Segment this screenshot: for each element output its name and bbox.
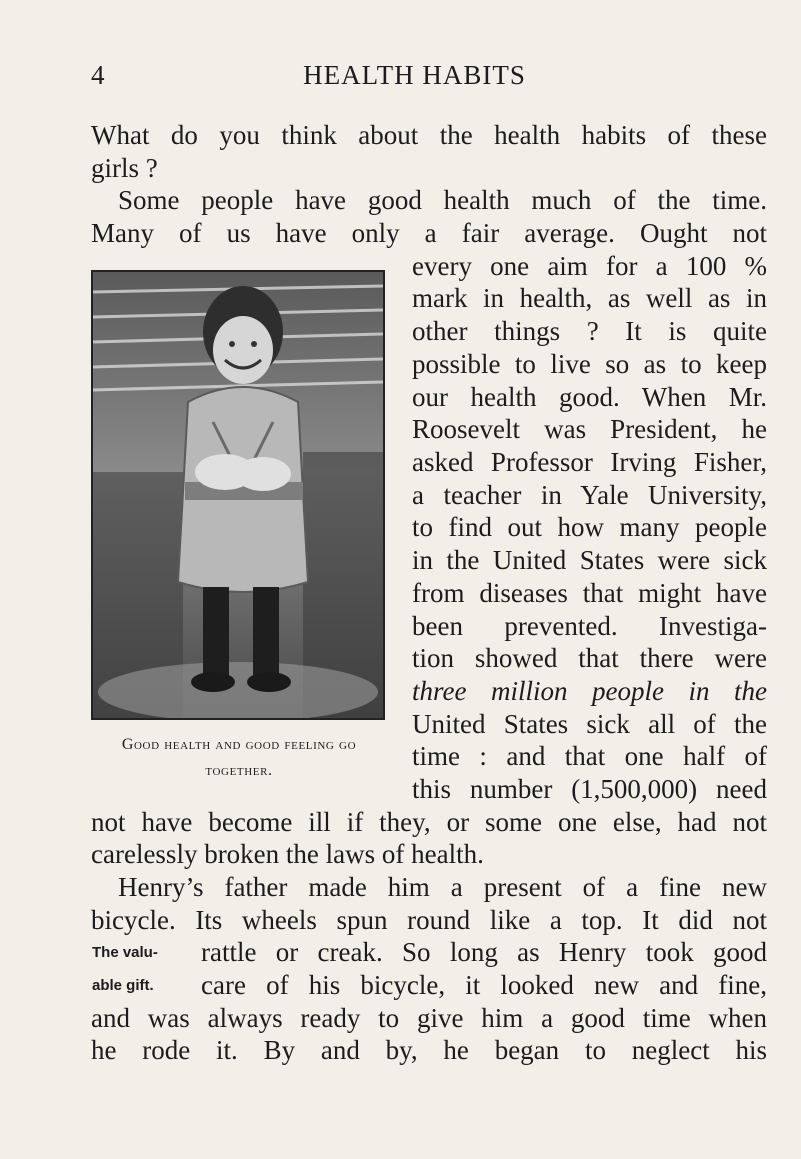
body-line: he rode it. By and by, he began to neglect his	[91, 1035, 767, 1065]
body-line: United States sick all of the	[412, 709, 767, 739]
page-header	[0, 60, 801, 94]
body-line: in the United States were sick	[412, 545, 767, 575]
body-line: Henry’s father made him a present of a fine new	[118, 872, 767, 902]
body-line: our health good. When Mr.	[412, 382, 767, 412]
body-line: mark in health, as well as in	[412, 283, 767, 313]
body-line: care of his bicycle, it looked new and fine,	[201, 970, 767, 1000]
body-line: bicycle. Its wheels spun round like a top. It did not	[91, 905, 767, 935]
body-line: to find out how many people	[412, 512, 767, 542]
body-line: What do you think about the health habits of these	[91, 120, 767, 150]
body-line: possible to live so as to keep	[412, 349, 767, 379]
emphasis-three-million: three million people in the	[412, 676, 767, 706]
margin-note: The valu- able gift.	[92, 944, 158, 994]
body-line: girls ?	[91, 153, 158, 183]
body-line-emphasis	[412, 673, 767, 709]
body-line: Roosevelt was President, he	[412, 414, 767, 444]
body-line: this number (1,500,000) need	[412, 774, 767, 804]
body-line: other things ? It is quite	[412, 316, 767, 346]
photograph-of-smiling-child	[91, 270, 385, 720]
body-line: time : and that one half of	[412, 741, 767, 771]
page-number: 4	[91, 60, 105, 90]
body-line: tion showed that there were	[412, 643, 767, 673]
body-line: every one aim for a 100 %	[412, 251, 767, 281]
body-line: Many of us have only a fair average. Ought not	[91, 218, 767, 248]
photo-illustration	[93, 272, 383, 718]
running-head: HEALTH HABITS	[303, 60, 526, 90]
body-line: a teacher in Yale University,	[412, 480, 767, 510]
body-line: asked Professor Irving Fisher,	[412, 447, 767, 477]
body-line: Some people have good health much of the time.	[118, 185, 767, 215]
body-line: and was always ready to give him a good time when	[91, 1003, 767, 1033]
figure-caption: Good health and good feeling go together.	[121, 736, 357, 779]
body-line: carelessly broken the laws of health.	[91, 839, 484, 869]
body-line: from diseases that might have	[412, 578, 767, 608]
body-line: rattle or creak. So long as Henry took good	[201, 937, 767, 967]
body-line: not have become ill if they, or some one else, had not	[91, 807, 767, 837]
body-line: been prevented. Investiga-	[412, 611, 767, 641]
